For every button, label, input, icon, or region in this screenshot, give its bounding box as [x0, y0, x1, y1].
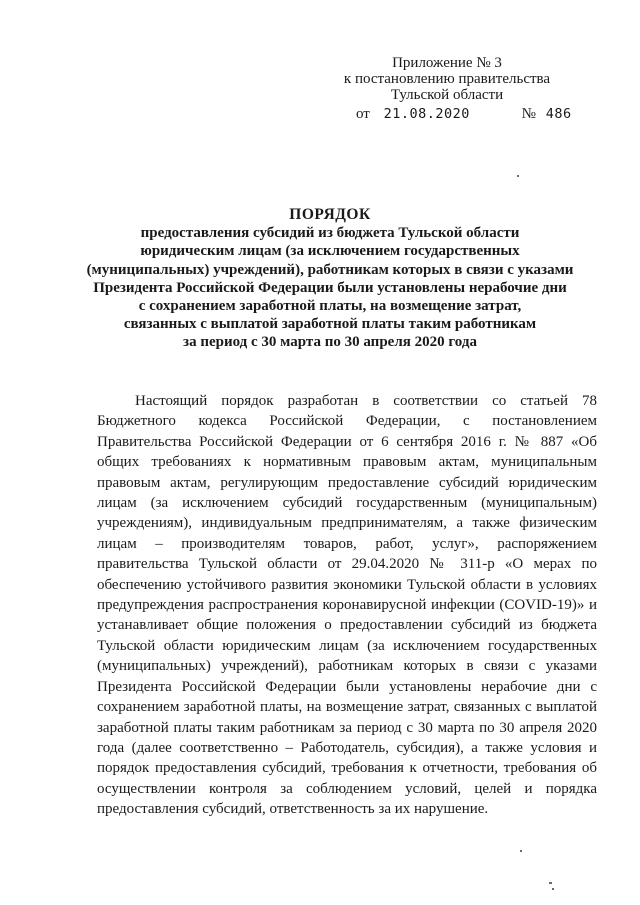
- appendix-line: к постановлению правительства: [343, 71, 551, 87]
- document-title: [60, 206, 600, 352]
- scan-mark: [549, 882, 552, 884]
- number-label: №: [521, 106, 536, 122]
- title-line: предоставления субсидий из бюджета Тульской области: [140, 225, 520, 242]
- title-line: (муниципальных) учреждений), работникам которых в связи с указами: [86, 261, 574, 278]
- title-heading: ПОРЯДОК: [289, 206, 371, 223]
- scan-mark: [552, 888, 554, 890]
- document-reference: [356, 106, 572, 123]
- body-paragraph: Настоящий порядок разработан в соответствии со статьей 78 Бюджетного кодекса Российской Федерации, с постановлением Правительства Российской Федерации от 6 сентября 2016 г. № 887 «Об общих требованиях к нормативным правовым актам, муниципальным правовым актам, регулирующим предоставление субсидий юридическим лицам (за исключением субсидий государственным (муниципальным) учреждениям), индивидуальным предпринимателям, а также физическим лицам – производителям товаров, работ, услуг», распоряжением правительства Тульской области от 29.04.2020 № 311-р «О мерах по обеспечению устойчивого развития экономики Тульской области в условиях предупреждения распространения коронавирусной инфекции (COVID-19)» и устанавливает общие положения о предоставлении субсидий из бюджета Тульской области юридическим лицам (за исключением государственных (муниципальных) учреждений), работникам которых в связи с указами Президента Российской Федерации были установлены нерабочие дни с сохранением заработной платы, на возмещение затрат, связанных с выплатой заработной платы таким работникам за период с 30 марта по 30 апреля 2020 года (далее соответственно – Работодатель, субсидия), а также условия и порядок предоставления субсидий, требования к отчетности, требования об осуществлении контроля за соблюдением условий, целей и порядка предоставления субсидий, ответственность за их нарушение.: [97, 393, 597, 818]
- title-line: юридическим лицам (за исключением государственных: [140, 243, 520, 260]
- date-prefix: от: [356, 106, 370, 122]
- scan-mark: [517, 175, 519, 177]
- document-date: 21.08.2020: [383, 106, 470, 122]
- appendix-header: [332, 55, 562, 103]
- title-line: связанных с выплатой заработной платы таким работникам: [123, 316, 537, 333]
- document-number: 486: [545, 106, 572, 122]
- appendix-line: Приложение № 3: [392, 55, 502, 71]
- title-line: за период с 30 марта по 30 апреля 2020 года: [183, 334, 477, 351]
- title-line: Президента Российской Федерации были установлены нерабочие дни: [93, 279, 567, 296]
- appendix-line: Тульской области: [390, 87, 504, 103]
- scan-mark: [520, 850, 522, 852]
- title-line: с сохранением заработной платы, на возмещение затрат,: [138, 298, 522, 315]
